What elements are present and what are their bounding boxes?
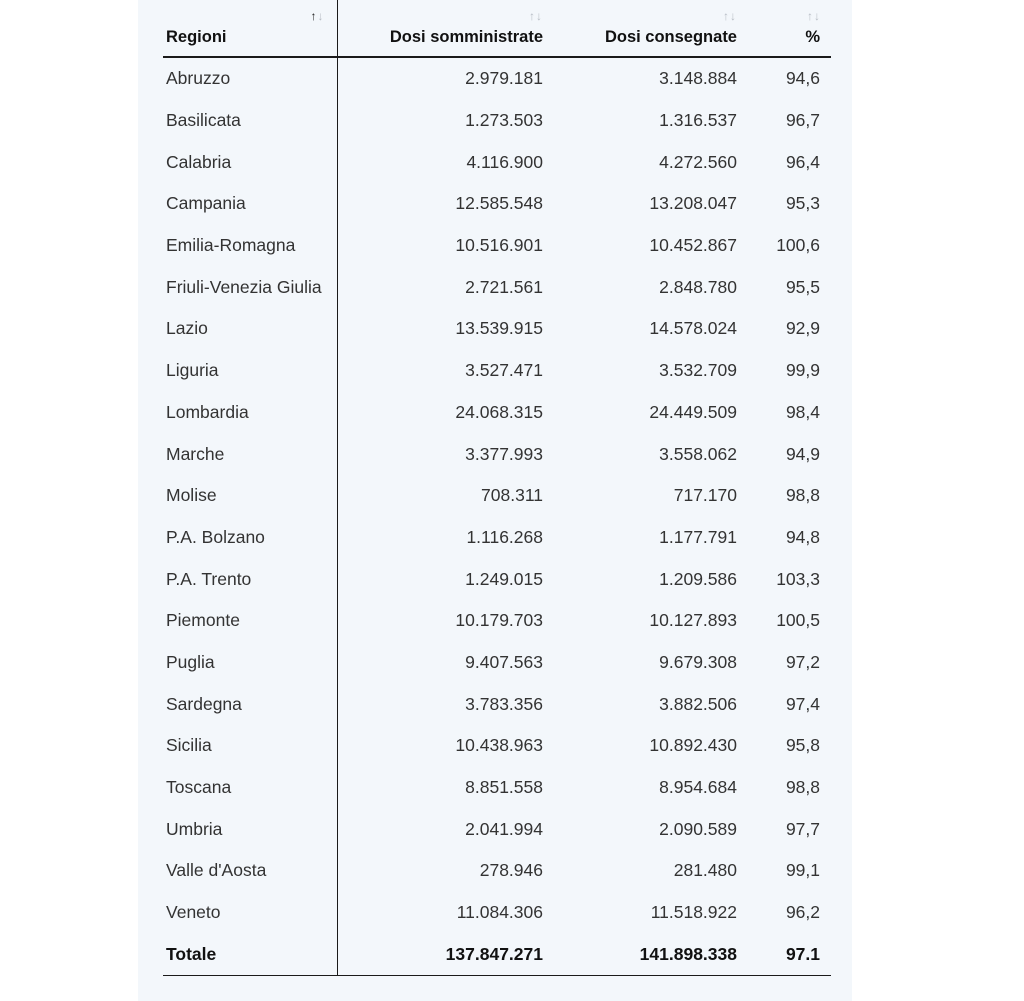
cell-region: Friuli-Venezia Giulia <box>163 266 337 308</box>
cell-administered: 278.946 <box>479 860 543 881</box>
cell-administered: 2.041.994 <box>465 818 543 839</box>
cell-percent: 95,3 <box>785 193 820 214</box>
table-row <box>163 808 831 850</box>
table-row <box>163 517 831 559</box>
cell-percent: 98,8 <box>785 485 820 506</box>
cell-percent: 98,8 <box>785 777 820 798</box>
table-row <box>163 642 831 684</box>
cell-delivered: 10.452.867 <box>649 235 737 256</box>
cell-region: Piemonte <box>163 600 337 642</box>
sort-icon[interactable]: ↑↓ <box>723 9 737 23</box>
column-header-label: Regioni <box>166 28 227 46</box>
cell-administered: 1.273.503 <box>465 110 543 131</box>
cell-delivered: 3.882.506 <box>659 693 737 714</box>
cell-administered: 9.407.563 <box>465 651 543 672</box>
table-body <box>163 57 831 976</box>
cell-administered: 8.851.558 <box>465 777 543 798</box>
cell-percent: 97.1 <box>747 933 831 976</box>
column-header-dosi-consegnate[interactable] <box>553 0 747 57</box>
cell-region: Calabria <box>163 141 337 183</box>
cell-percent: 100,5 <box>776 610 820 631</box>
table-panel <box>138 0 852 1001</box>
cell-percent: 99,1 <box>785 860 820 881</box>
table-row <box>163 433 831 475</box>
cell-administered: 10.179.703 <box>455 610 543 631</box>
cell-region: Totale <box>163 933 337 976</box>
cell-delivered: 24.449.509 <box>649 401 737 422</box>
cell-administered: 3.377.993 <box>465 443 543 464</box>
column-header-label: % <box>805 28 820 46</box>
cell-administered: 1.249.015 <box>465 568 543 589</box>
cell-administered: 2.721.561 <box>465 276 543 297</box>
cell-region: Liguria <box>163 350 337 392</box>
cell-region: Valle d'Aosta <box>163 850 337 892</box>
sort-ascending-active-icon[interactable]: ↑↓ <box>310 9 325 23</box>
cell-region: Molise <box>163 475 337 517</box>
cell-region: Umbria <box>163 808 337 850</box>
cell-percent: 97,7 <box>785 818 820 839</box>
table-row <box>163 141 831 183</box>
table-row <box>163 100 831 142</box>
cell-percent: 94,6 <box>785 68 820 89</box>
cell-administered: 3.527.471 <box>465 360 543 381</box>
table-row <box>163 600 831 642</box>
table-container <box>163 0 831 976</box>
cell-delivered: 717.170 <box>673 485 737 506</box>
column-header-dosi-somministrate[interactable] <box>337 0 553 57</box>
cell-administered: 2.979.181 <box>465 68 543 89</box>
table-row <box>163 767 831 809</box>
cell-percent: 99,9 <box>785 360 820 381</box>
cell-delivered: 2.848.780 <box>659 276 737 297</box>
cell-percent: 95,8 <box>785 735 820 756</box>
cell-percent: 92,9 <box>785 318 820 339</box>
cell-delivered: 13.208.047 <box>649 193 737 214</box>
cell-region: Basilicata <box>163 100 337 142</box>
cell-delivered: 3.532.709 <box>659 360 737 381</box>
cell-administered: 12.585.548 <box>455 193 543 214</box>
cell-region: Veneto <box>163 892 337 934</box>
table-row <box>163 266 831 308</box>
table-row <box>163 183 831 225</box>
table-header-row <box>163 0 831 57</box>
cell-administered: 1.116.268 <box>466 526 543 547</box>
table-total-row <box>163 933 831 976</box>
vaccine-doses-table <box>163 0 831 976</box>
cell-percent: 94,9 <box>785 443 820 464</box>
column-header-regioni[interactable] <box>163 0 337 57</box>
cell-delivered: 3.148.884 <box>659 68 737 89</box>
cell-administered: 3.783.356 <box>465 693 543 714</box>
table-row <box>163 683 831 725</box>
cell-delivered: 4.272.560 <box>659 151 737 172</box>
column-header-percent[interactable] <box>747 0 831 57</box>
cell-delivered: 1.209.586 <box>659 568 737 589</box>
cell-delivered: 1.316.537 <box>659 110 737 131</box>
cell-region: Abruzzo <box>163 57 337 100</box>
table-row <box>163 892 831 934</box>
cell-region: Marche <box>163 433 337 475</box>
cell-administered: 137.847.271 <box>337 933 553 976</box>
cell-delivered: 10.127.893 <box>649 610 737 631</box>
table-row <box>163 850 831 892</box>
cell-percent: 95,5 <box>785 276 820 297</box>
cell-administered: 10.438.963 <box>455 735 543 756</box>
column-header-label: Dosi somministrate <box>389 28 543 46</box>
cell-percent: 100,6 <box>776 235 820 256</box>
cell-percent: 97,4 <box>785 693 820 714</box>
sort-icon[interactable]: ↑↓ <box>529 9 543 23</box>
cell-region: Campania <box>163 183 337 225</box>
table-row <box>163 475 831 517</box>
cell-delivered: 3.558.062 <box>659 443 737 464</box>
cell-administered: 24.068.315 <box>455 401 543 422</box>
cell-percent: 96,4 <box>785 151 820 172</box>
cell-administered: 11.084.306 <box>456 902 543 923</box>
table-row <box>163 392 831 434</box>
sort-icon[interactable]: ↑↓ <box>807 9 821 23</box>
cell-percent: 94,8 <box>785 526 820 547</box>
cell-region: Lazio <box>163 308 337 350</box>
cell-delivered: 10.892.430 <box>649 735 737 756</box>
table-row <box>163 308 831 350</box>
cell-region: Sardegna <box>163 683 337 725</box>
cell-delivered: 281.480 <box>673 860 737 881</box>
cell-administered: 4.116.900 <box>466 151 543 172</box>
cell-percent: 98,4 <box>785 401 820 422</box>
cell-delivered: 9.679.308 <box>659 651 737 672</box>
cell-region: P.A. Bolzano <box>163 517 337 559</box>
cell-administered: 708.311 <box>481 485 543 506</box>
table-row <box>163 225 831 267</box>
cell-region: Lombardia <box>163 392 337 434</box>
cell-percent: 96,2 <box>785 902 820 923</box>
column-header-label: Dosi consegnate <box>604 28 737 46</box>
cell-administered: 13.539.915 <box>455 318 543 339</box>
cell-region: Toscana <box>163 767 337 809</box>
cell-percent: 97,2 <box>785 651 820 672</box>
table-row <box>163 57 831 100</box>
cell-delivered: 141.898.338 <box>553 933 747 976</box>
cell-percent: 103,3 <box>776 568 820 589</box>
cell-region: Sicilia <box>163 725 337 767</box>
cell-delivered: 2.090.589 <box>659 818 737 839</box>
cell-region: P.A. Trento <box>163 558 337 600</box>
cell-delivered: 11.518.922 <box>650 902 737 923</box>
cell-percent: 96,7 <box>785 110 820 131</box>
cell-delivered: 1.177.791 <box>659 526 737 547</box>
table-row <box>163 725 831 767</box>
table-row <box>163 558 831 600</box>
cell-delivered: 14.578.024 <box>649 318 737 339</box>
cell-region: Puglia <box>163 642 337 684</box>
cell-region: Emilia-Romagna <box>163 225 337 267</box>
cell-administered: 10.516.901 <box>455 235 543 256</box>
cell-delivered: 8.954.684 <box>659 777 737 798</box>
table-row <box>163 350 831 392</box>
